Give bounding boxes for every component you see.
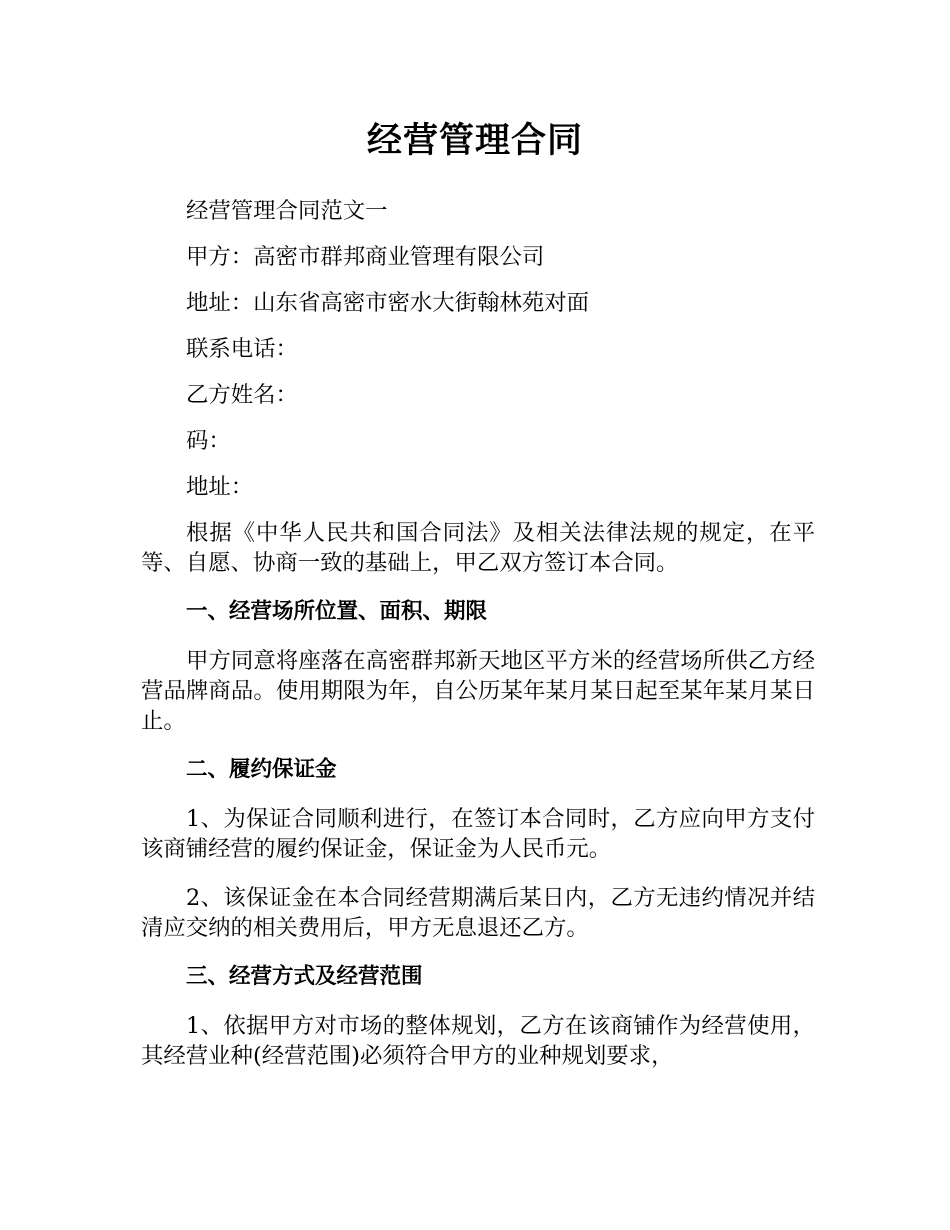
contact-phone-line: 联系电话： [186, 336, 298, 362]
code-line: 码： [186, 428, 231, 454]
section-2-paragraph-2: 2、该保证金在本合同经营期满后某日内，乙方无违约情况并结清应交纳的相关费用后，甲方无息退还乙方。 [141, 885, 815, 941]
subtitle-line: 经营管理合同范文一 [186, 198, 388, 224]
party-a-line: 甲方：高密市群邦商业管理有限公司 [186, 244, 545, 270]
section-heading-3: 三、经营方式及经营范围 [186, 964, 423, 989]
party-b-address-line: 地址： [186, 474, 254, 500]
document-body [141, 196, 815, 1090]
intro-paragraph: 根据《中华人民共和国合同法》及相关法律法规的规定，在平等、自愿、协商一致的基础上，甲乙双方签订本合同。 [141, 520, 815, 576]
section-1-paragraph-1: 甲方同意将座落在高密群邦新天地区平方米的经营场所供乙方经营品牌商品。使用期限为年，自公历某年某月某日起至某年某月某日止。 [141, 648, 815, 734]
section-3-paragraph-1: 1、依据甲方对市场的整体规划，乙方在该商铺作为经营使用，其经营业种(经营范围)必须符合甲方的业种规划要求， [141, 1013, 815, 1069]
document-title: 经营管理合同 [366, 121, 583, 161]
section-heading-1: 一、经营场所位置、面积、期限 [186, 599, 488, 624]
section-2-paragraph-1: 1、为保证合同顺利进行，在签订本合同时，乙方应向甲方支付该商铺经营的履约保证金，保证金为人民币元。 [141, 806, 815, 862]
party-a-address-line: 地址：山东省高密市密水大街翰林苑对面 [186, 290, 590, 316]
party-b-name-line: 乙方姓名： [186, 382, 298, 408]
section-heading-2: 二、履约保证金 [186, 757, 337, 782]
